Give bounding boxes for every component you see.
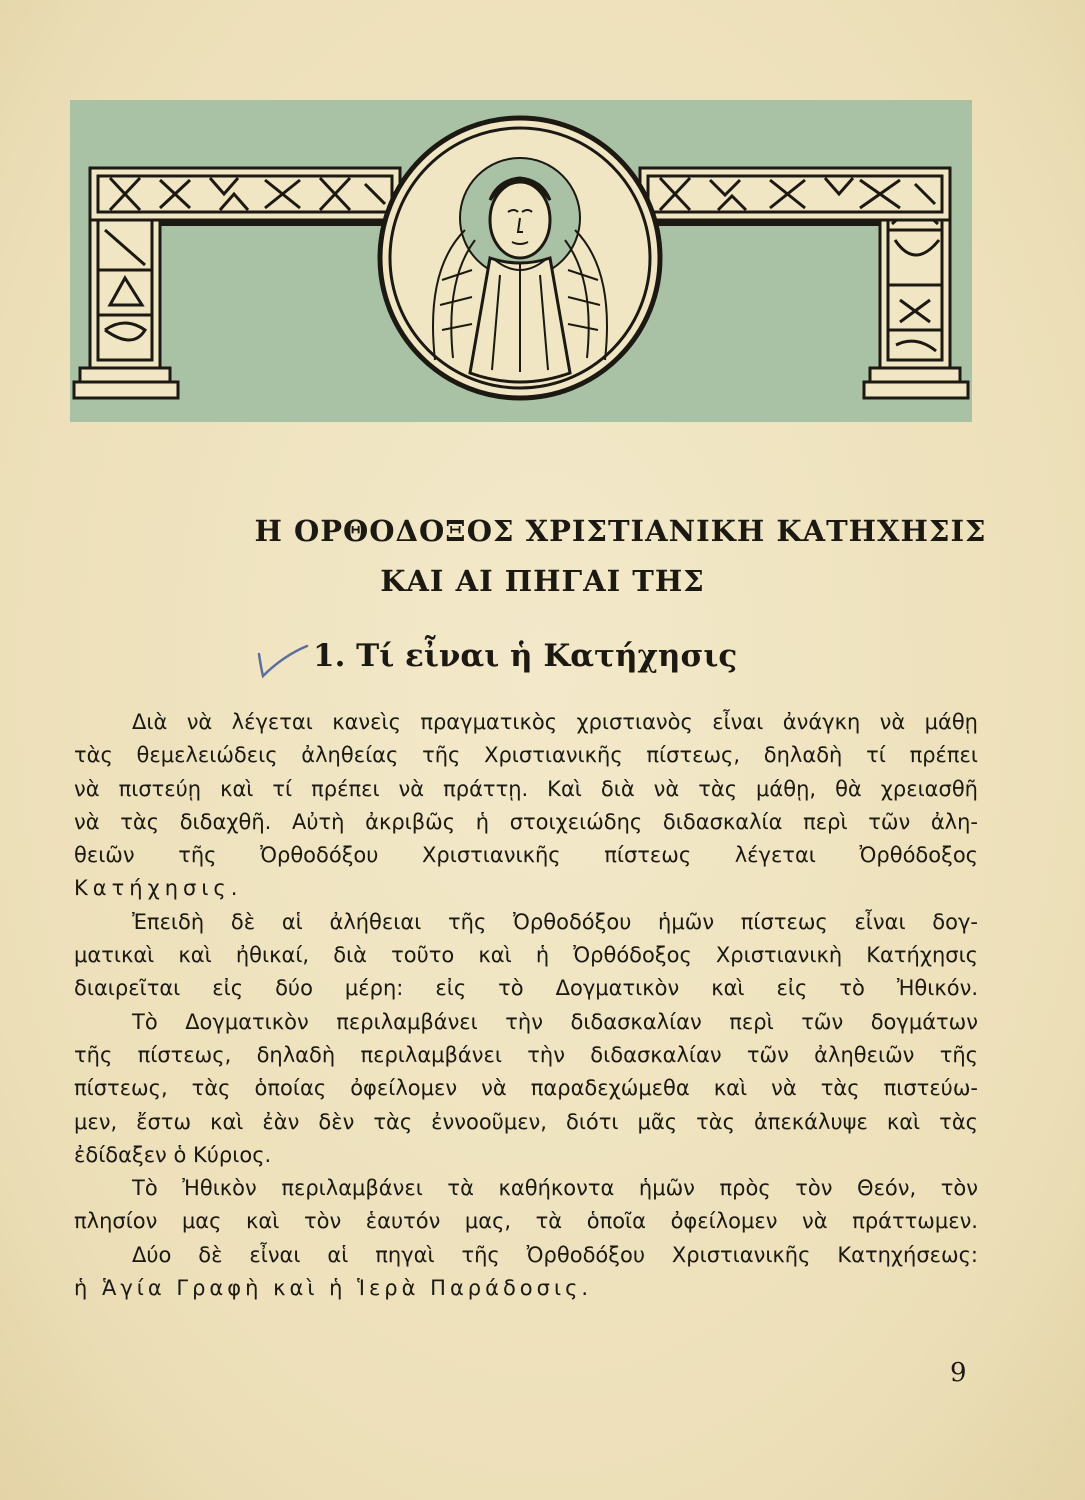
section-title: 1. Τί εἶναι ἡ Κατήχησις [313,638,738,674]
chapter-title-line-1: Η ΟΡΘΟΔΟΞΟΣ ΧΡΙΣΤΙΑΝΙΚΗ ΚΑΤΗΧΗΣΙΣ [254,514,987,548]
body-line: Κατήχησις. [74,876,243,901]
body-line: θειῶν τῆς Ὀρθοδόξου Χριστιανικῆς πίστεως λέγεται Ὀρθόδοξος [74,843,978,868]
body-line: Δύο δὲ εἶναι αἱ πηγαὶ τῆς Ὀρθοδόξου Χριστιανικῆς Κατηχήσεως: [132,1242,978,1267]
body-line: πλησίον μας καὶ τὸν ἑαυτόν μας, τὰ ὁποῖα ὀφείλομεν νὰ πράττωμεν. [74,1209,978,1234]
body-line: ἐδίδαξεν ὁ Κύριος. [74,1142,272,1167]
body-line: νὰ τὰς διδαχθῆ. Αὐτὴ ἀκριβῶς ἡ στοιχειώδης διδασκαλία περὶ τῶν ἀλη- [74,809,978,834]
body-line: πίστεως, τὰς ὁποίας ὀφείλομεν νὰ παραδεχώμεθα καὶ νὰ τὰς πιστεύω- [74,1076,978,1101]
chapter-title-line-2: ΚΑΙ ΑΙ ΠΗΓΑΙ ΤΗΣ [380,564,705,598]
body-line: Τὸ Ἠθικὸν περιλαμβάνει τὰ καθήκοντα ἡμῶν πρὸς τὸν Θεόν, τὸν [132,1176,978,1201]
body-line: Τὸ Δογματικὸν περιλαμβάνει τὴν διδασκαλίαν περὶ τῶν δογμάτων [132,1009,978,1034]
right-lintel [640,168,950,226]
body-line: ματικαὶ καὶ ἠθικαί, διὰ τοῦτο καὶ ἡ Ὀρθόδοξος Χριστιανικὴ Κατήχησις [74,943,978,968]
body-line: διαιρεῖται εἰς δύο μέρη: εἰς τὸ Δογματικὸν καὶ εἰς τὸ Ἠθικόν. [74,976,978,1001]
body-line: μεν, ἔστω καὶ ἐὰν δὲν τὰς ἐννοοῦμεν, διότι μᾶς τὰς ἀπεκάλυψε καὶ τὰς [74,1109,978,1134]
body-text [74,706,978,1305]
body-line: τὰς θεμελειώδεις ἀληθείας τῆς Χριστιανικῆς πίστεως, δηλαδὴ τί πρέπει [74,743,978,768]
header-banner [70,100,972,422]
body-line: ἡ Ἁγία Γραφὴ καὶ ἡ Ἱερὰ Παράδοσις. [74,1276,593,1301]
section-heading [255,638,775,684]
body-line: Ἐπειδὴ δὲ αἱ ἀλήθειαι τῆς Ὀρθοδόξου ἡμῶν πίστεως εἶναι δογ- [132,909,978,934]
body-line: τῆς πίστεως, δηλαδὴ περιλαμβάνει τὴν διδασκαλίαν τῶν ἀληθειῶν τῆς [74,1042,978,1067]
left-lintel [90,168,400,226]
angel-medallion-icon [380,118,660,398]
page-number: 9 [950,1358,967,1388]
body-line: νὰ πιστεύῃ καὶ τί πρέπει νὰ πράττῃ. Καὶ διὰ νὰ τὰς μάθῃ, θὰ χρειασθῆ [74,776,978,801]
body-line: Διὰ νὰ λέγεται κανεὶς πραγματικὸς χριστιανὸς εἶναι ἀνάγκη νὰ μάθῃ [132,710,978,734]
checkmark-annotation-icon [255,640,311,680]
